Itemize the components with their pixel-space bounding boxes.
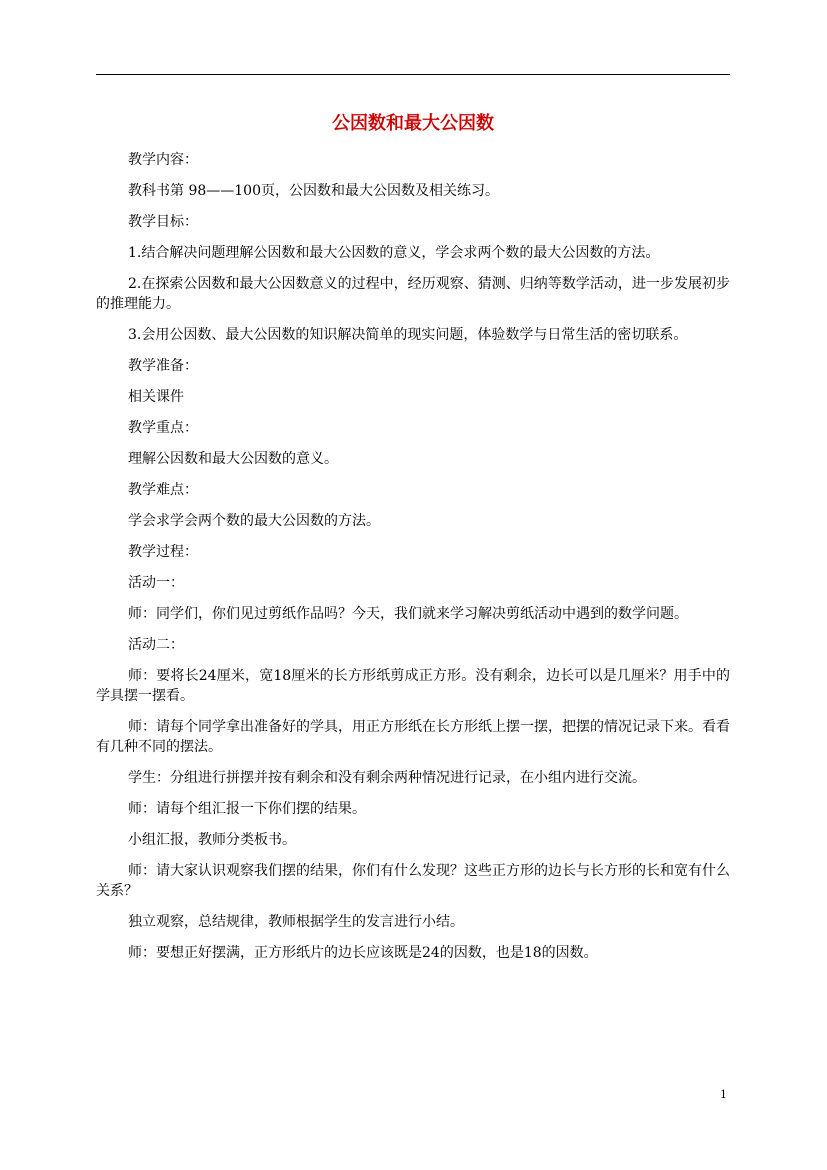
- document-body: [96, 150, 730, 974]
- paragraph: 教学难点：: [128, 482, 198, 498]
- paragraph: 师：要想正好摆满，正方形纸片的边长应该既是24的因数，也是18的因数。: [128, 945, 598, 961]
- paragraph: 2.在探索公因数和最大公因数意义的过程中，经历观察、猜测、归纳等数学活动，进一步发展初步的推理能力。: [96, 276, 730, 312]
- page-number: 1: [720, 1088, 727, 1101]
- document-title: 公因数和最大公因数: [332, 113, 494, 134]
- paragraph: 师：请每个同学拿出准备好的学具，用正方形纸在长方形纸上摆一摆，把摆的情况记录下来。看看有几种不同的摆法。: [96, 719, 730, 755]
- paragraph: 教学准备：: [128, 358, 198, 374]
- paragraph: 学生：分组进行拼摆并按有剩余和没有剩余两种情况进行记录，在小组内进行交流。: [128, 770, 646, 786]
- paragraph: 相关课件: [128, 389, 184, 405]
- header-rule: [96, 74, 730, 75]
- paragraph: 3.会用公因数、最大公因数的知识解决简单的现实问题，体验数学与日常生活的密切联系。: [128, 327, 688, 343]
- paragraph: 学会求学会两个数的最大公因数的方法。: [128, 513, 380, 529]
- paragraph: 活动二：: [128, 637, 184, 653]
- paragraph: 教学目标：: [128, 214, 198, 230]
- paragraph: 理解公因数和最大公因数的意义。: [128, 451, 338, 467]
- paragraph: 师：同学们，你们见过剪纸作品吗？今天，我们就来学习解决剪纸活动中遇到的数学问题。: [128, 606, 688, 622]
- paragraph: 独立观察，总结规律，教师根据学生的发言进行小结。: [128, 914, 464, 930]
- paragraph: 教学重点：: [128, 420, 198, 436]
- paragraph: 教学内容：: [128, 152, 198, 168]
- paragraph: 1.结合解决问题理解公因数和最大公因数的意义，学会求两个数的最大公因数的方法。: [128, 245, 660, 261]
- paragraph: 师：请每个组汇报一下你们摆的结果。: [128, 801, 366, 817]
- paragraph: 教学过程：: [128, 544, 198, 560]
- paragraph: 小组汇报，教师分类板书。: [128, 832, 296, 848]
- paragraph: 活动一：: [128, 575, 184, 591]
- paragraph: 师：要将长24厘米，宽18厘米的长方形纸剪成正方形。没有剩余，边长可以是几厘米？用手中的学具摆一摆看。: [96, 668, 730, 704]
- paragraph: 教科书第 98——100页，公因数和最大公因数及相关练习。: [128, 183, 499, 199]
- paragraph: 师：请大家认识观察我们摆的结果，你们有什么发现？这些正方形的边长与长方形的长和宽有什么关系？: [96, 863, 730, 899]
